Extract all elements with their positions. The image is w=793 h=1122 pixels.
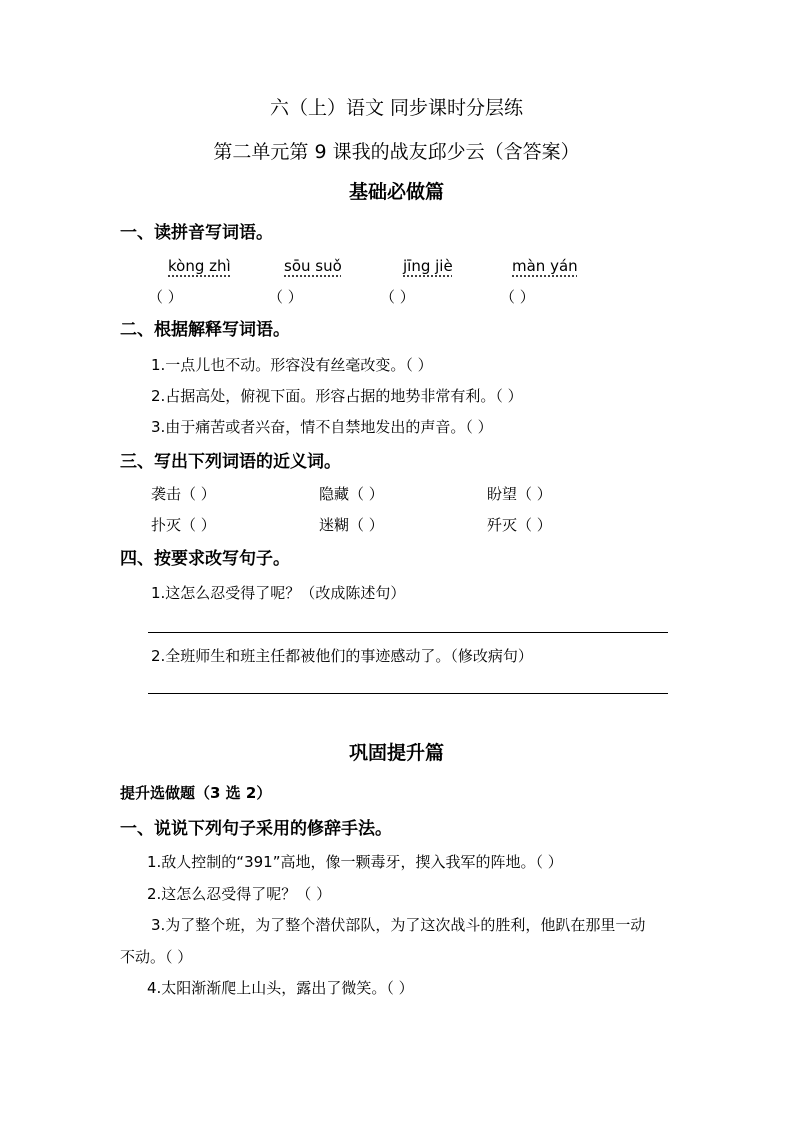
rhetoric-item-2: 2.这怎么忍受得了呢？（ ） <box>147 885 332 903</box>
basic-q2-item-3: 3.由于痛苦或者兴奋，情不自禁地发出的声音。（ ） <box>151 418 493 436</box>
pinyin-4: màn yán <box>512 257 578 275</box>
rhetoric-item-3: 3.为了整个班，为了整个潜伏部队，为了这次战斗的胜利，他趴在那里一动 <box>151 916 646 934</box>
synonym-4: 扑灭（ ） <box>151 516 216 534</box>
synonym-1: 袭击（ ） <box>151 485 216 503</box>
basic-q4-heading: 四、按要求改写句子。 <box>120 549 290 569</box>
synonym-6: 歼灭（ ） <box>487 516 552 534</box>
basic-q1-heading: 一、读拼音写词语。 <box>120 223 273 243</box>
basic-q2-item-2: 2.占据高处，俯视下面。形容占据的地势非常有利。（ ） <box>151 387 523 405</box>
answer-line-2[interactable] <box>148 693 668 694</box>
basic-q4-item-1: 1.这怎么忍受得了呢？（改成陈述句） <box>151 584 406 602</box>
blank-1[interactable]: （ ） <box>148 288 183 306</box>
synonym-3: 盼望（ ） <box>487 485 552 503</box>
pinyin-2: sōu suǒ <box>284 257 342 275</box>
section-title-advanced: 巩固提升篇 <box>348 742 444 764</box>
synonym-5: 迷糊（ ） <box>319 516 384 534</box>
rhetoric-item-3-cont: 不动。（ ） <box>120 948 193 966</box>
rhetoric-item-4: 4.太阳渐渐爬上山头，露出了微笑。（ ） <box>147 979 414 997</box>
basic-q2-item-1: 1.一点儿也不动。形容没有丝毫改变。（ ） <box>151 356 433 374</box>
advanced-q1-heading: 一、说说下列句子采用的修辞手法。 <box>120 819 392 839</box>
pinyin-1: kòng zhì <box>168 257 231 275</box>
basic-q2-heading: 二、根据解释写词语。 <box>120 320 290 340</box>
optional-note: 提升选做题（3 选 2） <box>120 784 272 802</box>
rhetoric-item-1: 1.敌人控制的“391”高地，像一颗毒牙，揳入我军的阵地。（ ） <box>147 853 563 871</box>
answer-line-1[interactable] <box>148 632 668 633</box>
section-title-basic: 基础必做篇 <box>348 181 444 203</box>
pinyin-3: jīng jiè <box>403 257 453 275</box>
blank-2[interactable]: （ ） <box>268 288 303 306</box>
blank-4[interactable]: （ ） <box>500 288 535 306</box>
blank-3[interactable]: （ ） <box>380 288 415 306</box>
page-title: 六（上）语文 同步课时分层练 <box>269 97 524 119</box>
basic-q4-item-2: 2.全班师生和班主任都被他们的事迹感动了。（修改病句） <box>151 647 533 665</box>
synonym-2: 隐藏（ ） <box>319 485 384 503</box>
lesson-subtitle: 第二单元第 9 课我的战友邱少云（含答案） <box>213 141 580 163</box>
basic-q3-heading: 三、写出下列词语的近义词。 <box>120 452 341 472</box>
